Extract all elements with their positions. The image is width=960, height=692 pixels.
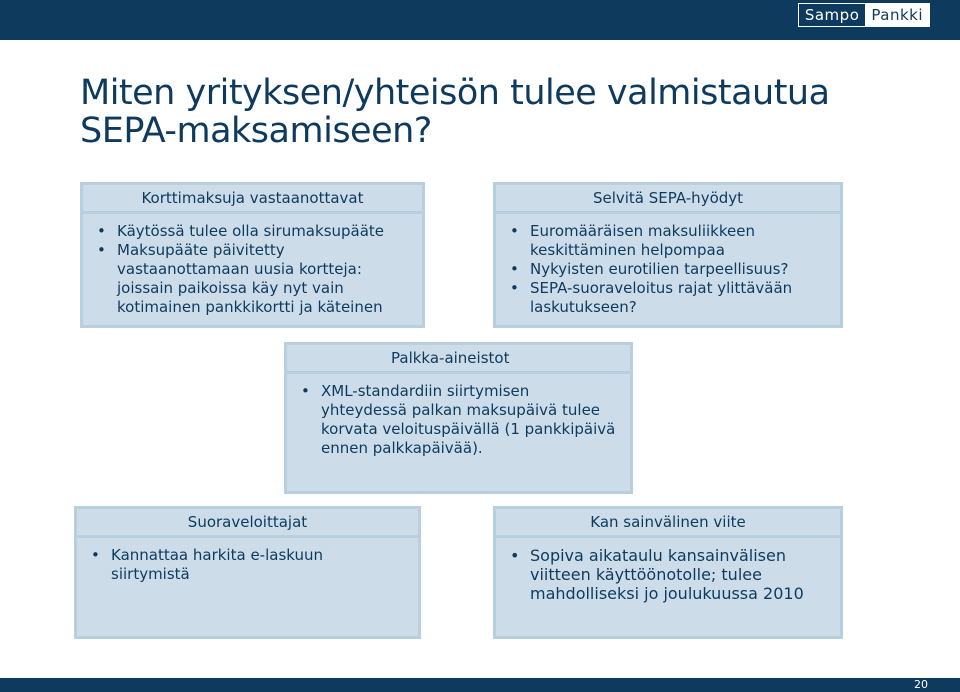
list-item: • Käytössä tulee olla sirumaksupääte bbox=[95, 222, 410, 241]
header-bar bbox=[0, 0, 960, 40]
international-reference-list bbox=[496, 538, 840, 603]
list-item: • Maksupääte päivitetty vastaanottamaan uusia kortteja: joissain paikoissa käy nyt vain kotimainen pankkikortti ja käteinen bbox=[95, 241, 410, 317]
salary-data-list bbox=[287, 374, 630, 458]
list-item: • Nykyisten eurotilien tarpeellisuus? bbox=[508, 260, 828, 279]
salary-data-box bbox=[284, 342, 633, 494]
slide-title: Miten yrityksen/yhteisön tulee valmistautua SEPA-maksamiseen? bbox=[80, 73, 830, 151]
card-acceptors-heading: Korttimaksuja vastaanottavat bbox=[83, 185, 422, 214]
logo-sampo-text: Sampo bbox=[804, 6, 860, 24]
footer-bar bbox=[0, 678, 960, 692]
list-item: • XML-standardiin siirtymisen yhteydessä palkan maksupäivä tulee korvata veloituspäivällä (1 pankkipäivä ennen palkkapäivää). bbox=[299, 382, 618, 458]
direct-debiters-list bbox=[77, 538, 418, 584]
card-acceptors-list bbox=[83, 214, 422, 317]
card-acceptors-box bbox=[80, 182, 425, 328]
list-item: • SEPA-suoraveloitus rajat ylittävään laskutukseen? bbox=[508, 279, 828, 317]
international-reference-heading: Kan sainvälinen viite bbox=[496, 509, 840, 538]
direct-debiters-heading: Suoraveloittajat bbox=[77, 509, 418, 538]
logo-pankki-text: Pankki bbox=[865, 4, 929, 26]
list-item: • Euromääräisen maksuliikkeen keskittäminen helpompaa bbox=[508, 222, 828, 260]
sepa-benefits-box bbox=[493, 182, 843, 328]
list-item: • Sopiva aikataulu kansainvälisen viitteen käyttöönotolle; tulee mahdolliseksi jo joulukuussa 2010 bbox=[508, 546, 828, 603]
salary-data-heading: Palkka-aineistot bbox=[287, 345, 630, 374]
page-number: 20 bbox=[914, 678, 928, 691]
sepa-benefits-list bbox=[496, 214, 840, 317]
list-item: • Kannattaa harkita e-laskuun siirtymistä bbox=[89, 546, 406, 584]
international-reference-box bbox=[493, 506, 843, 639]
direct-debiters-box bbox=[74, 506, 421, 639]
sampo-pankki-logo bbox=[798, 3, 930, 27]
sepa-benefits-heading: Selvitä SEPA-hyödyt bbox=[496, 185, 840, 214]
